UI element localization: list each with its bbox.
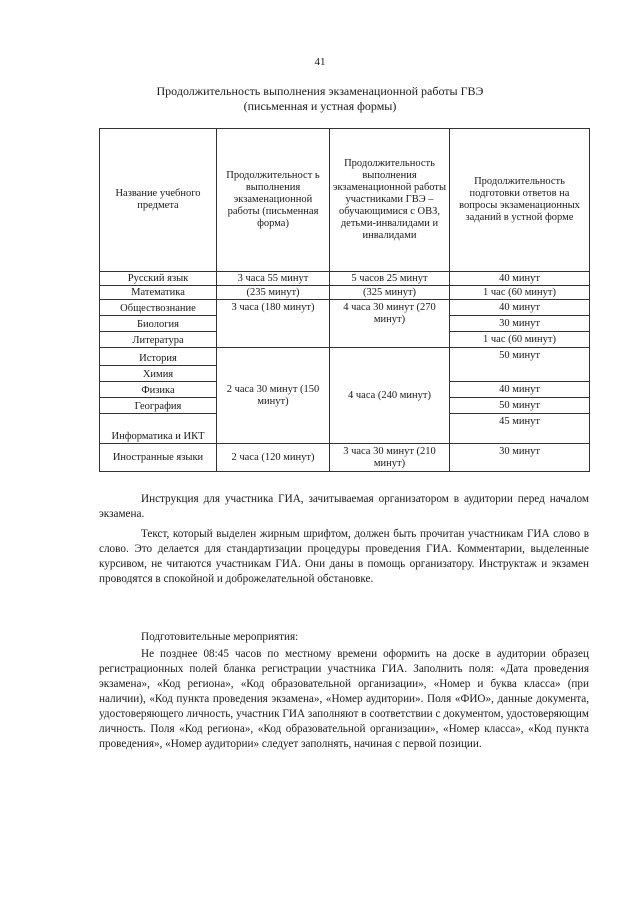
table-row bbox=[100, 286, 590, 300]
written-cell: 3 часа (180 минут) bbox=[217, 300, 330, 348]
oral-cell: 40 минут bbox=[450, 382, 590, 398]
table-title bbox=[0, 84, 640, 114]
header-subject: Название учебного предмета bbox=[100, 129, 217, 272]
table-row bbox=[100, 444, 590, 472]
paragraph-preparation-body: Не позднее 08:45 часов по местному времени оформить на доске в аудитории образец регистрационных полей бланка регистрации участника ГИА. Заполнить поля: «Дата проведения экзамена», «Код региона», «Код образовательной организации», «Номер и буква класса» (при наличии), «Код пункта проведения экзамена», «Номер аудитории». Поля «ФИО», данные документа, удостоверяющего личность, участник ГИА заполняют в соответствии с документом, удостоверяющим личность. Поля «Код региона», «Код образовательной организации», «Номер класса», «Код пункта проведения», «Номер аудитории» следует заполнять, начиная с первой позиции. bbox=[99, 648, 589, 750]
header-written: Продолжительност ь выполнения экзаменационной работы (письменная форма) bbox=[217, 129, 330, 272]
subject-cell: География bbox=[100, 398, 217, 414]
table-row bbox=[100, 348, 590, 366]
subject-cell: Химия bbox=[100, 366, 217, 382]
oral-cell: 1 час (60 минут) bbox=[450, 286, 590, 300]
title-line-2: (письменная и устная формы) bbox=[243, 99, 397, 113]
subject-cell: Математика bbox=[100, 286, 217, 300]
written-cell: (235 минут) bbox=[217, 286, 330, 300]
subject-cell: Биология bbox=[100, 316, 217, 332]
instruction-heading bbox=[99, 492, 589, 522]
subject-cell: Обществознание bbox=[100, 300, 217, 316]
preparation-heading bbox=[99, 630, 589, 645]
title-line-1: Продолжительность выполнения экзаменационной работы ГВЭ bbox=[156, 84, 484, 98]
subject-cell: История bbox=[100, 348, 217, 366]
subject-cell: Информатика и ИКТ bbox=[100, 414, 217, 444]
ovz-cell: 5 часов 25 минут bbox=[330, 272, 450, 286]
ovz-cell: 4 часа (240 минут) bbox=[330, 348, 450, 444]
written-cell: 2 часа 30 минут (150 минут) bbox=[217, 348, 330, 444]
table-header-row bbox=[100, 129, 590, 272]
oral-cell: 50 минут bbox=[450, 398, 590, 414]
oral-cell: 1 час (60 минут) bbox=[450, 332, 590, 348]
preparation-body bbox=[99, 647, 589, 752]
subject-cell: Русский язык bbox=[100, 272, 217, 286]
instruction-note bbox=[99, 527, 589, 587]
written-cell: 3 часа 55 минут bbox=[217, 272, 330, 286]
oral-cell: 30 минут bbox=[450, 444, 590, 472]
paragraph-note: Текст, который выделен жирным шрифтом, должен быть прочитан участникам ГИА слово в слово. Это делается для стандартизации процедуры проведения ГИА. Комментарии, выделенные курсивом, не читаются участникам ГИА. Они даны в помощь организатору. Инструктаж и экзамен проводятся в спокойной и доброжелательной обстановке. bbox=[99, 528, 589, 585]
page-number: 41 bbox=[314, 56, 326, 68]
oral-cell: 40 минут bbox=[450, 272, 590, 286]
subject-cell: Литература bbox=[100, 332, 217, 348]
subject-cell: Иностранные языки bbox=[100, 444, 217, 472]
subject-cell: Физика bbox=[100, 382, 217, 398]
written-cell: 2 часа (120 минут) bbox=[217, 444, 330, 472]
ovz-cell: 3 часа 30 минут (210 минут) bbox=[330, 444, 450, 472]
table-row bbox=[100, 300, 590, 316]
ovz-cell: (325 минут) bbox=[330, 286, 450, 300]
header-oral: Продолжительность подготовки ответов на вопросы экзаменационных заданий в устной форме bbox=[450, 129, 590, 272]
oral-cell: 30 минут bbox=[450, 316, 590, 332]
paragraph-instruction: Инструкция для участника ГИА, зачитываемая организатором в аудитории перед началом экзамена. bbox=[99, 493, 589, 520]
oral-cell: 50 минут bbox=[450, 348, 590, 382]
ovz-cell: 4 часа 30 минут (270 минут) bbox=[330, 300, 450, 348]
header-ovz: Продолжительность выполнения экзаменационной работы участниками ГВЭ – обучающимися с ОВЗ, детьми-инвалидами и инвалидами bbox=[330, 129, 450, 272]
exam-duration-table bbox=[99, 128, 590, 472]
paragraph-preparation-title: Подготовительные мероприятия: bbox=[141, 631, 299, 643]
oral-cell: 40 минут bbox=[450, 300, 590, 316]
table-row bbox=[100, 272, 590, 286]
oral-cell: 45 минут bbox=[450, 414, 590, 444]
